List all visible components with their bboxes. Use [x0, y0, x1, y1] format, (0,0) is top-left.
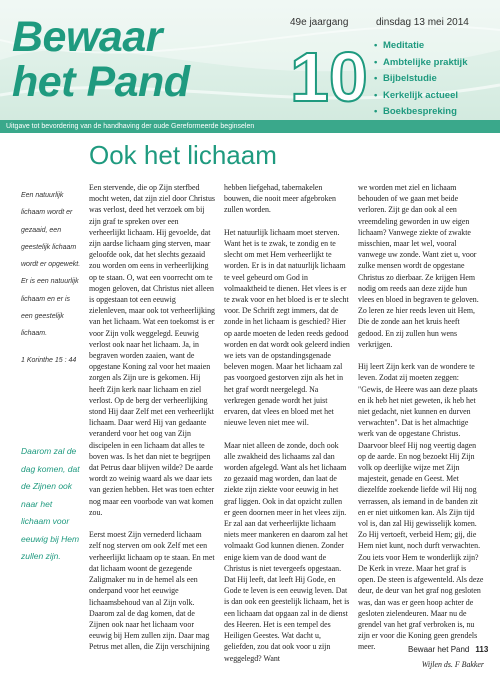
sidebar-quote-text: Een natuurlijk lichaam wordt er gezaaid, een geestelijk lichaam wordt er opgewekt. Er is een natuurlijk lichaam en er is een geestelijk lichaam.	[21, 192, 81, 338]
issue-number: 10	[290, 38, 368, 116]
page-footer	[408, 645, 488, 654]
paragraph: we worden met ziel en lichaam behouden of we gaan met beide verloren. Zijt ge dan ook al een vreemdeling geworden in uw eigen lichaam? Vanwege ziekte of zwakte misschien, maar let wel, vooral vanwege uw zonde. Want ziet u, voor zulke mensen wordt de opgestane Christus zo dierbaar. Ze krijgen Hem nodig om reeds aan deze zijde hun vlees en bloed in begraven te geloven. Zo leren ze hier reeds leven uit Hem, Die de zonde aan het kruis heeft gedood. En zij zullen hun wens verkrijgen.	[358, 183, 479, 349]
page-number: 113	[475, 645, 489, 654]
bullet-icon: •	[374, 89, 378, 101]
volume-label: 49e jaargang	[290, 17, 349, 28]
masthead-title-line2: het Pand	[12, 58, 190, 106]
bullet-icon: •	[374, 73, 378, 84]
issue-date: dinsdag 13 mei 2014	[376, 17, 469, 28]
footer-publication: Bewaar het Pand	[408, 645, 470, 654]
paragraph: Hij leert Zijn kerk van de wondere te leven. Zodat zij moeten zeggen: "Gewis, de Heere was aan deze plaats en ik heb het niet geweten, ik heb het niet gedacht, niet kunnen en durven verwachten". Dat is het almachtige werk van de opgestane Christus. Daarvoor bleef Hij nog veertig dagen op de aarde. En nog bezoekt Hij Zijn volk op deerlijke wijze met Zijn majesteit, genade en Geest. Met diezelfde zoekende liefde wil Hij nog verrassen, als iemand in de banden zit en er niet uitkomen kan. Als Zijn tijd vol is, dan zal Hij gewisselijk komen. Zo Hij vertoeft, verbeid Hem; gij, die Hem niet kunt, noch durft verwachten. Zou iets voor Hem te wonderlijk zijn? De Kerk in vreze. Maar het graf is open. De steen is afgewenteld. Als deze deur, de deur van het graf nog gesloten was, dan was er geen hoop achter de gesloten zielendeuren. Maar nu de grendel van het graf verbroken is, nu zijn er voor die Koning geen grendels meer.	[358, 362, 484, 652]
paragraph: hebben liefgehad, tabernakelen bouwen, die nooit meer afgebroken zullen worden.	[224, 183, 336, 215]
masthead	[0, 0, 500, 120]
topic-item: • Ambtelijke praktijk	[374, 55, 467, 72]
topics-list	[374, 38, 467, 120]
topic-item: • Meditatie	[374, 38, 467, 55]
paragraph: Het natuurlijk lichaam moet sterven. Want het is te zwak, te zondig en te slecht om met Hem verheerlijkt te worden. Er is in dat natuurlijk lichaam te veel gebeurd om God in volmaaktheid te dienen. Het vlees is er te zwak voor en het bloed is er te slecht voor. De Schrift zegt immers, dat de zonde in het lichaam is geschied? Hier op aarde moeten de leden reeds gedood worden en dat wordt ook geleerd indien we iets van de opstandingsgenade beleven mogen. Maar het lichaam zal pas voorgoed gestorven zijn als het in het graf wordt neergelegd. Na verkregen genade wordt het juist ervaren, dat vlees en bloed met het nieuwe leven niet mee wil.	[224, 227, 350, 428]
masthead-title-line1: Bewaar	[12, 13, 162, 61]
paragraph: Eerst moest Zijn vernederd lichaam zelf nog sterven om ook Zelf met een verheerlijkt lichaam op te staan. En met dat lichaam woont de gezegende Zaligmaker nu in de hemel als een onderpand voor het eeuwige lichaamsbehoud van al Zijn volk. Daarom zal de dag komen, dat de Zijnen ook naar het lichaam voor eeuwig bij Hem zullen zijn. Daar mag Petrus met allen, die Zijn verschijning	[89, 530, 215, 652]
paragraph: Een stervende, die op Zijn sterfbed mocht weten, dat zijn ziel door Christus was verlost, deed het verzoek om bij zijn graf te spreken over een verheerlijkt lichaam. Hij gevoelde, dat zijn aardse lichaam ging sterven, maar geloofde ook, dat het slechts gezaaid zou worden om eens in verheerlijking op te staan. O, wat een voorrecht om te mogen geloven, dat Christus niet alleen is opgestaan tot een eeuwig zielenleven, maar ook tot verheerlijking van het lichaam. Wat een toekomst is er voor Zijn volk weggelegd. Eeuwig verlost ook naar het lichaam. Ja, in begraven worden zaaien, want de opgestane Koning zal voor het maaien zorgen als Zijn ure is gekomen. Hij heeft Zijn kerk naar lichaam en ziel verlost. Op de berg der verheerlijking stond Hij daar Zelf met een verheerlijkt lichaam. Daar werd Hij van gedaante veranderd voor het oog van Zijn discipelen in een lichaam dat alles te boven was. Is het dan niet te begrijpen dat Petrus daar blijven wilde? De aarde wordt zo weinig waard als we daar iets van gezien hebben. Het was toen echter nog maar een voorbode van wat komen zou.	[89, 183, 216, 517]
paragraph: Maar niet alleen de zonde, doch ook alle zwakheid des lichaams zal dan worden afgelegd. Want als het lichaam zo gezaaid mag worden, dan laat de ziekte zijn ziekte voor eeuwig in het graf liggen. Ook in dat opzicht zullen er geen doornen meer in het vlees zijn. Er zal aan dat verheerlijkte lichaam niets meer mankeren en daarom zal het volmaakt God kunnen dienen. Zonder enige kiem van de dood want de Christus is niet tevergeefs opgestaan. Dat Hij leeft, dat leeft Hij Gode, en Gode te leven is een eeuwig leven. Dat is dan ook een geestelijk lichaam, het is een lichaam dat opgaan zal in de dienst des Heeren. Het is een tempel des Heiligen Geestes. Wat dacht u, geliefden, zou dat ook voor u zijn weggelegd? Want	[224, 440, 350, 663]
article-title: Ook het lichaam	[89, 140, 277, 170]
article-column-2	[224, 182, 350, 664]
bullet-icon: •	[374, 40, 378, 51]
tagline: Uitgave tot bevordering van de handhaving der oude Gereformeerde beginselen	[6, 123, 255, 130]
bullet-icon: •	[374, 106, 378, 117]
pull-quote: Daarom zal de dag komen, dat de Zijnen ook naar het lichaam voor eeuwig bij Hem zullen zijn.	[21, 446, 80, 561]
topic-item: • Boekbespreking	[374, 104, 467, 120]
article-column-1	[89, 182, 215, 653]
author-signature: Wijlen ds. F Bakker	[421, 659, 484, 669]
topic-item: • Kerkelijk actueel	[374, 88, 467, 105]
tagline-band	[0, 120, 500, 133]
article-column-3	[358, 182, 484, 670]
topic-item: • Bijbelstudie	[374, 71, 467, 88]
bullet-icon: •	[374, 56, 378, 68]
scripture-reference: 1 Korinthe 15 : 44	[21, 356, 77, 364]
sidebar-quote	[21, 187, 83, 369]
